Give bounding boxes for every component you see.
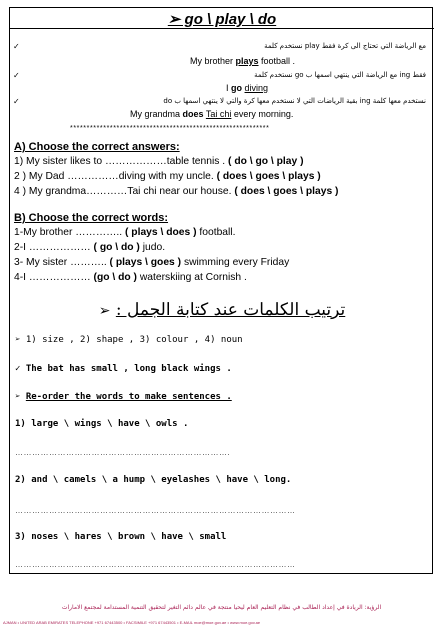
section-a-heading: A) Choose the correct answers: [14,141,180,153]
options: ( does \ goes \ plays ) [234,186,339,197]
worksheet [9,7,433,574]
answer-line-1: …………………………………………………………………. [15,448,231,457]
section-b-heading: B) Choose the correct words: [14,212,169,224]
rule-2-arabic: فقط ing مع الرياضة التي ينتهي اسمها ب go نستخدم كلمة [254,71,426,79]
order-line: ➢ 1) size , 2) shape , 3) colour , 4) noun [15,335,243,345]
reorder-heading: ➢ Re-order the words to make sentences . [15,392,232,402]
question-b4: 4-I ……………… (go \ do ) waterskiing at Cornish . [14,272,247,283]
reorder-q3: 3) noses \ hares \ brown \ have \ small [15,532,227,542]
options: ( does \ goes \ plays ) [216,171,321,182]
reorder-q1: 1) large \ wings \ have \ owls . [15,419,189,429]
options: ( do \ go \ play ) [228,156,304,167]
question-a4: 4 ) My grandma…………Tai chi near our house. ( does \ goes \ plays ) [14,186,339,197]
check-icon: ✓ [15,364,26,374]
question-b1: 1-My brother ………….. ( plays \ does ) football. [14,227,236,238]
question-b2: 2-I ……………… ( go \ do ) judo. [14,242,166,253]
title-divider [10,28,434,29]
rule-1-example: My brother plays football . [190,56,296,66]
rule-3-arabic: نستخدم معها كلمة ing بقية الرياضات التي لا نستخدم معها كرة والتي لا ينتهي اسمها ب do [163,97,426,105]
question-b3: 3- My sister ……….. ( plays \ goes ) swimming every Friday [14,257,290,268]
answer-line-2: ……………………………………………………………………………………… [15,506,296,515]
arrow-icon: ➢ [15,335,26,345]
arrow-icon: ➢ [15,392,26,402]
footer-vision: الرؤية: الريادة في إعداد الطالب في نظام التعليم العام ليحيا منتجة في عالم دائم التغير لتحقيق التنمية المستدامة لمجتمع الامارات [61,604,382,611]
question-a2: 2 ) My Dad ……………diving with my uncle. ( does \ goes \ plays ) [14,171,321,182]
rule-2-example: I go diving [226,83,269,93]
reorder-q2: 2) and \ camels \ a hump \ eyelashes \ have \ long. [15,475,292,485]
answer-line-3: ……………………………………………………………………………………… [15,560,296,569]
page-title: ➢ go \ play \ do [167,11,277,28]
arabic-heading: ترتيب الكلمات عند كتابة الجمل : ➢ [98,300,346,320]
rule-3-example: My grandma does Tai chi every morning. [130,109,294,119]
star-divider: ************************************************************ [70,125,270,132]
check-icon: ✓ [13,97,20,106]
rule-1-arabic: مع الرياضة التي تحتاج الى كرة فقط play نستخدم كلمة [264,42,426,50]
question-a1: 1) My sister likes to ………………table tennis . ( do \ go \ play ) [14,156,304,167]
example-sentence: ✓ The bat has small , long black wings . [15,364,232,374]
footer-contact: AJMAN • UNITED ARAB EMIRATES TELEPHONE +971 67443500 • FACSIMILE +971 67443501 • E-MAIL moe@moe.gov.ae • www.moe.gov.ae [3,620,261,625]
check-icon: ✓ [13,42,20,51]
check-icon: ✓ [13,71,20,80]
